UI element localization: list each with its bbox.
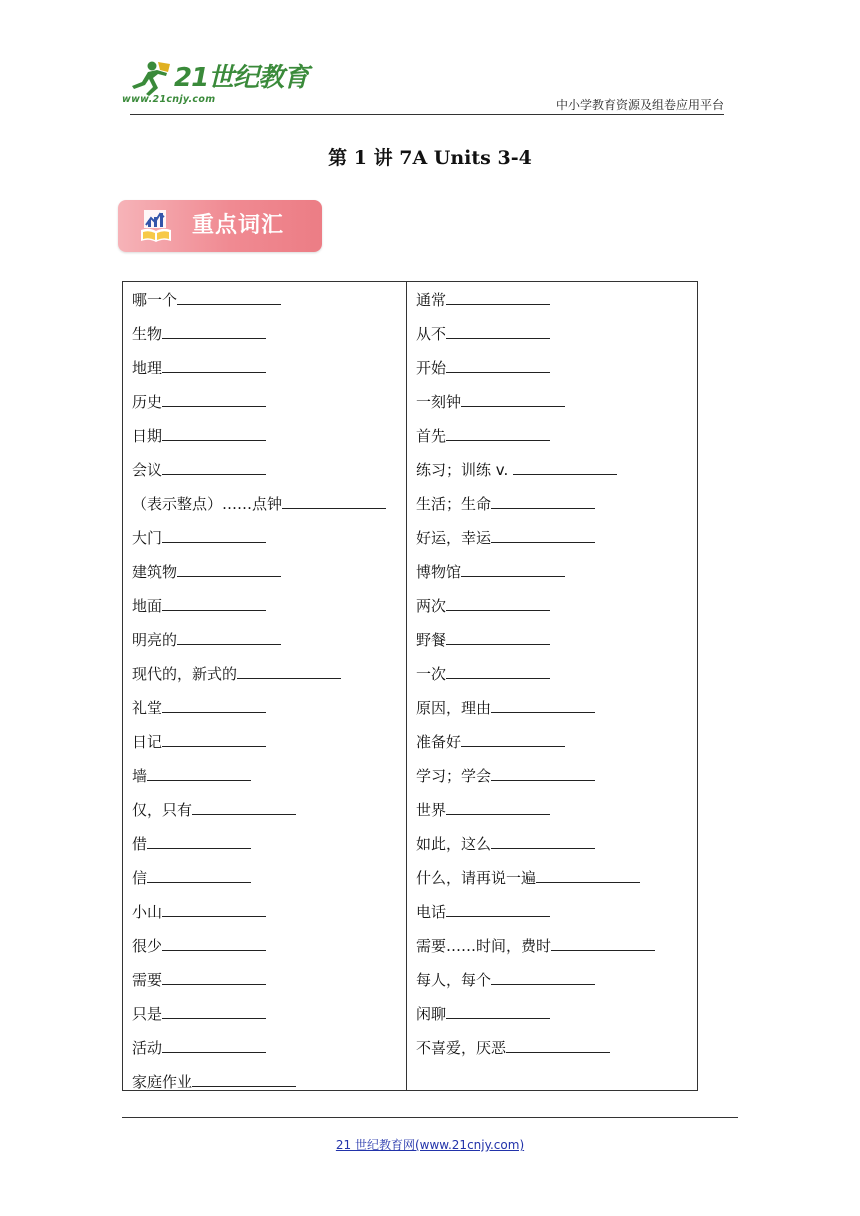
vocab-prompt: 什么，请再说一遍 <box>416 869 537 887</box>
vocab-prompt: 学习；学会 <box>416 767 492 785</box>
answer-blank[interactable] <box>446 662 550 679</box>
answer-blank[interactable] <box>461 730 565 747</box>
answer-blank[interactable] <box>491 696 595 713</box>
vocab-item <box>407 832 697 866</box>
vocab-item <box>123 1002 406 1036</box>
vocab-item <box>123 628 406 662</box>
vocab-prompt: 野餐 <box>416 631 447 649</box>
page-header <box>122 58 724 114</box>
vocab-item <box>407 798 697 832</box>
answer-blank[interactable] <box>147 764 251 781</box>
vocab-prompt: 开始 <box>416 359 447 377</box>
answer-blank[interactable] <box>446 424 550 441</box>
answer-blank[interactable] <box>162 526 266 543</box>
answer-blank[interactable] <box>147 866 251 883</box>
vocab-prompt: 需要……时间，费时 <box>416 937 552 955</box>
runner-icon <box>122 60 174 98</box>
answer-blank[interactable] <box>162 424 266 441</box>
vocab-item <box>123 458 406 492</box>
answer-blank[interactable] <box>192 798 296 815</box>
vocab-prompt: 明亮的 <box>132 631 178 649</box>
vocab-prompt: 地面 <box>132 597 163 615</box>
answer-blank[interactable] <box>551 934 655 951</box>
vocab-item <box>123 662 406 696</box>
vocab-item <box>407 390 697 424</box>
vocab-prompt: 每人，每个 <box>416 971 492 989</box>
answer-blank[interactable] <box>177 288 281 305</box>
vocab-prompt: 哪一个 <box>132 291 178 309</box>
vocab-column-left <box>123 282 407 1090</box>
answer-blank[interactable] <box>446 356 550 373</box>
vocab-item <box>407 458 697 492</box>
vocab-prompt: 闲聊 <box>416 1005 447 1023</box>
answer-blank[interactable] <box>162 390 266 407</box>
vocab-prompt: 小山 <box>132 903 163 921</box>
vocab-item <box>407 288 697 322</box>
answer-blank[interactable] <box>162 696 266 713</box>
vocab-item <box>123 594 406 628</box>
vocab-item <box>407 1036 697 1070</box>
vocab-prompt: 活动 <box>132 1039 163 1057</box>
vocab-item <box>407 628 697 662</box>
vocab-item <box>407 594 697 628</box>
vocab-prompt: 墙 <box>132 767 148 785</box>
vocab-item <box>123 900 406 934</box>
vocab-item <box>123 492 406 526</box>
vocab-prompt: （表示整点）……点钟 <box>132 495 283 513</box>
answer-blank[interactable] <box>162 458 266 475</box>
vocab-prompt: 会议 <box>132 461 163 479</box>
vocab-item <box>123 560 406 594</box>
vocab-item <box>123 526 406 560</box>
vocab-prompt: 原因，理由 <box>416 699 492 717</box>
answer-blank[interactable] <box>446 1002 550 1019</box>
vocab-prompt: 生物 <box>132 325 163 343</box>
answer-blank[interactable] <box>192 1070 296 1087</box>
vocab-item <box>123 322 406 356</box>
vocab-prompt: 信 <box>132 869 148 887</box>
vocab-item <box>407 492 697 526</box>
header-divider <box>130 114 724 115</box>
logo-url: www.21cnjy.com <box>122 94 216 105</box>
vocab-item <box>407 764 697 798</box>
vocab-item <box>123 356 406 390</box>
header-tagline: 中小学教育资源及组卷应用平台 <box>555 98 724 112</box>
answer-blank[interactable] <box>282 492 386 509</box>
vocab-item <box>407 934 697 968</box>
vocab-item <box>407 866 697 900</box>
vocab-item <box>123 424 406 458</box>
vocab-item <box>407 424 697 458</box>
vocab-prompt: 需要 <box>132 971 163 989</box>
vocab-item <box>123 1070 406 1104</box>
vocab-item <box>407 730 697 764</box>
answer-blank[interactable] <box>491 526 595 543</box>
vocab-item <box>407 968 697 1002</box>
answer-blank[interactable] <box>506 1036 610 1053</box>
answer-blank[interactable] <box>177 628 281 645</box>
answer-blank[interactable] <box>491 832 595 849</box>
vocab-prompt: 日期 <box>132 427 163 445</box>
vocab-prompt: 首先 <box>416 427 447 445</box>
vocab-prompt: 历史 <box>132 393 163 411</box>
logo-wordmark: 21世纪教育 <box>174 63 309 93</box>
page-title: 第 1 讲 7A Units 3-4 <box>328 147 532 169</box>
answer-blank[interactable] <box>162 322 266 339</box>
vocab-prompt: 一刻钟 <box>416 393 462 411</box>
answer-blank[interactable] <box>147 832 251 849</box>
answer-blank[interactable] <box>446 798 550 815</box>
vocab-item <box>123 1036 406 1070</box>
answer-blank[interactable] <box>162 1036 266 1053</box>
answer-blank[interactable] <box>491 968 595 985</box>
answer-blank[interactable] <box>536 866 640 883</box>
vocab-item <box>407 526 697 560</box>
answer-blank[interactable] <box>162 1002 266 1019</box>
vocab-prompt: 仅，只有 <box>132 801 193 819</box>
vocab-prompt: 博物馆 <box>416 563 462 581</box>
answer-blank[interactable] <box>446 900 550 917</box>
vocab-item <box>123 730 406 764</box>
vocab-item <box>407 662 697 696</box>
vocab-prompt: 如此，这么 <box>416 835 492 853</box>
vocab-item <box>123 390 406 424</box>
vocab-prompt: 世界 <box>416 801 447 819</box>
section-label: 重点词汇 <box>192 213 285 238</box>
vocab-prompt: 从不 <box>416 325 447 343</box>
vocab-item <box>407 322 697 356</box>
vocab-prompt: 大门 <box>132 529 163 547</box>
vocab-item <box>407 1002 697 1036</box>
page-footer <box>0 1136 860 1153</box>
vocab-item <box>407 696 697 730</box>
vocab-item <box>123 288 406 322</box>
vocab-prompt: 礼堂 <box>132 699 163 717</box>
answer-blank[interactable] <box>513 458 617 475</box>
answer-blank[interactable] <box>177 560 281 577</box>
vocab-item <box>407 900 697 934</box>
answer-blank[interactable] <box>446 322 550 339</box>
vocab-prompt: 准备好 <box>416 733 462 751</box>
vocab-prompt: 很少 <box>132 937 163 955</box>
vocab-prompt: 建筑物 <box>132 563 178 581</box>
answer-blank[interactable] <box>162 968 266 985</box>
vocab-prompt: 通常 <box>416 291 447 309</box>
section-banner <box>118 200 322 252</box>
answer-blank[interactable] <box>491 492 595 509</box>
answer-blank[interactable] <box>162 594 266 611</box>
vocab-item <box>123 696 406 730</box>
vocab-prompt: 不喜爱，厌恶 <box>416 1039 507 1057</box>
vocab-prompt: 电话 <box>416 903 447 921</box>
vocab-item <box>123 798 406 832</box>
answer-blank[interactable] <box>162 900 266 917</box>
answer-blank[interactable] <box>237 662 341 679</box>
answer-blank[interactable] <box>162 934 266 951</box>
answer-blank[interactable] <box>162 730 266 747</box>
footer-link[interactable]: 21 世纪教育网(www.21cnjy.com) <box>335 1138 525 1152</box>
vocab-prompt: 一次 <box>416 665 447 683</box>
vocab-prompt: 两次 <box>416 597 447 615</box>
vocab-prompt: 日记 <box>132 733 163 751</box>
vocab-prompt: 好运，幸运 <box>416 529 492 547</box>
vocab-item <box>123 832 406 866</box>
vocab-prompt: 现代的，新式的 <box>132 665 238 683</box>
vocabulary-table <box>122 281 698 1091</box>
vocab-prompt: 借 <box>132 835 148 853</box>
site-logo[interactable] <box>122 60 312 104</box>
book-chart-icon <box>140 208 172 244</box>
answer-blank[interactable] <box>446 288 550 305</box>
vocab-prompt: 生活；生命 <box>416 495 492 513</box>
vocab-item <box>407 560 697 594</box>
vocab-item <box>123 866 406 900</box>
vocab-prompt: 家庭作业 <box>132 1073 193 1091</box>
answer-blank[interactable] <box>491 764 595 781</box>
answer-blank[interactable] <box>446 628 550 645</box>
vocab-item <box>123 934 406 968</box>
vocab-column-right <box>407 282 697 1090</box>
answer-blank[interactable] <box>162 356 266 373</box>
answer-blank[interactable] <box>461 390 565 407</box>
answer-blank[interactable] <box>446 594 550 611</box>
footer-divider <box>122 1117 738 1118</box>
vocab-prompt: 只是 <box>132 1005 163 1023</box>
vocab-item <box>123 968 406 1002</box>
answer-blank[interactable] <box>461 560 565 577</box>
vocab-prompt: 地理 <box>132 359 163 377</box>
vocab-item <box>123 764 406 798</box>
vocab-prompt: 练习；训练 v. <box>416 461 514 479</box>
vocab-item <box>407 356 697 390</box>
